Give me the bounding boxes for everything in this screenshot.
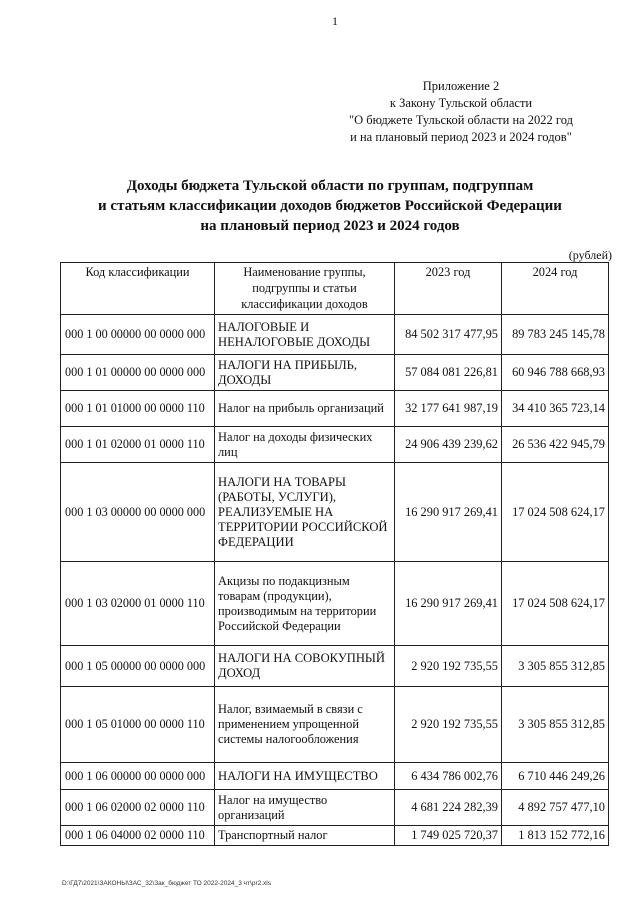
cell-2024: 1 813 152 772,16 [502,826,609,846]
cell-code: 000 1 06 00000 00 0000 000 [61,763,215,790]
cell-code: 000 1 06 04000 02 0000 110 [61,826,215,846]
table-header-row [61,263,609,315]
appendix-line: к Закону Тульской области [389,96,533,110]
page-number: 1 [332,14,338,28]
cell-code: 000 1 03 02000 01 0000 110 [61,562,215,646]
document-title [40,176,620,236]
appendix-note [326,78,596,146]
table-row [61,355,609,391]
cell-2023: 24 906 439 239,62 [395,427,502,463]
table-row [61,427,609,463]
cell-name: Налог, взимаемый в связи с применением упрощенной системы налогообложения [215,687,395,763]
cell-2023: 1 749 025 720,37 [395,826,502,846]
cell-name: НАЛОГИ НА ТОВАРЫ (РАБОТЫ, УСЛУГИ), РЕАЛИЗУЕМЫЕ НА ТЕРРИТОРИИ РОССИЙСКОЙ ФЕДЕРАЦИИ [215,463,395,562]
title-line: на плановый период 2023 и 2024 годов [200,218,460,234]
cell-name: НАЛОГИ НА ИМУЩЕСТВО [215,763,395,790]
cell-2024: 3 305 855 312,85 [502,687,609,763]
cell-name: НАЛОГОВЫЕ И НЕНАЛОГОВЫЕ ДОХОДЫ [215,315,395,355]
appendix-line: "О бюджете Тульской области на 2022 год [349,113,573,127]
header-2024: 2024 год [502,263,609,315]
cell-2024: 26 536 422 945,79 [502,427,609,463]
header-name: Наименование группы, подгруппы и статьи классификации доходов [215,263,395,315]
cell-2023: 2 920 192 735,55 [395,687,502,763]
cell-2024: 17 024 508 624,17 [502,463,609,562]
title-line: и статьям классификации доходов бюджетов Российской Федерации [98,198,562,214]
cell-2024: 6 710 446 249,26 [502,763,609,790]
cell-2023: 4 681 224 282,39 [395,790,502,826]
title-line: Доходы бюджета Тульской области по группам, подгруппам [126,178,534,194]
cell-name: НАЛОГИ НА СОВОКУПНЫЙ ДОХОД [215,646,395,687]
cell-name: Транспортный налог [215,826,395,846]
cell-2023: 6 434 786 002,76 [395,763,502,790]
cell-2023: 2 920 192 735,55 [395,646,502,687]
table-row [61,826,609,846]
table-row [61,763,609,790]
table-row [61,391,609,427]
cell-2024: 3 305 855 312,85 [502,646,609,687]
cell-code: 000 1 05 00000 00 0000 000 [61,646,215,687]
revenue-table [60,262,609,846]
cell-code: 000 1 03 00000 00 0000 000 [61,463,215,562]
appendix-line: и на плановый период 2023 и 2024 годов" [350,130,572,144]
cell-code: 000 1 01 00000 00 0000 000 [61,355,215,391]
table-row [61,315,609,355]
cell-code: 000 1 00 00000 00 0000 000 [61,315,215,355]
cell-2024: 60 946 788 668,93 [502,355,609,391]
header-2023: 2023 год [395,263,502,315]
cell-2023: 84 502 317 477,95 [395,315,502,355]
cell-code: 000 1 06 02000 02 0000 110 [61,790,215,826]
cell-name: НАЛОГИ НА ПРИБЫЛЬ, ДОХОДЫ [215,355,395,391]
cell-code: 000 1 05 01000 00 0000 110 [61,687,215,763]
appendix-line: Приложение 2 [422,79,500,93]
table-row [61,562,609,646]
cell-2024: 17 024 508 624,17 [502,562,609,646]
units-label: (рублей) [568,248,612,262]
header-code: Код классификации [61,263,215,315]
file-path-footer: D:\ГД7\2021\ЗАКОНЫ\ЗАС_32\Зак_бюджет ТО 2022-2024_3 чт\pr2.xls [62,880,271,887]
cell-name: Акцизы по подакцизным товарам (продукции), производимым на территории Российской Федерации [215,562,395,646]
table-row [61,687,609,763]
cell-2023: 16 290 917 269,41 [395,463,502,562]
cell-2024: 34 410 365 723,14 [502,391,609,427]
cell-code: 000 1 01 01000 00 0000 110 [61,391,215,427]
cell-2024: 4 892 757 477,10 [502,790,609,826]
cell-2023: 57 084 081 226,81 [395,355,502,391]
cell-name: Налог на доходы физических лиц [215,427,395,463]
table-row [61,463,609,562]
table-row [61,790,609,826]
cell-code: 000 1 01 02000 01 0000 110 [61,427,215,463]
cell-name: Налог на прибыль организаций [215,391,395,427]
cell-name: Налог на имущество организаций [215,790,395,826]
cell-2023: 32 177 641 987,19 [395,391,502,427]
cell-2024: 89 783 245 145,78 [502,315,609,355]
cell-2023: 16 290 917 269,41 [395,562,502,646]
table-row [61,646,609,687]
